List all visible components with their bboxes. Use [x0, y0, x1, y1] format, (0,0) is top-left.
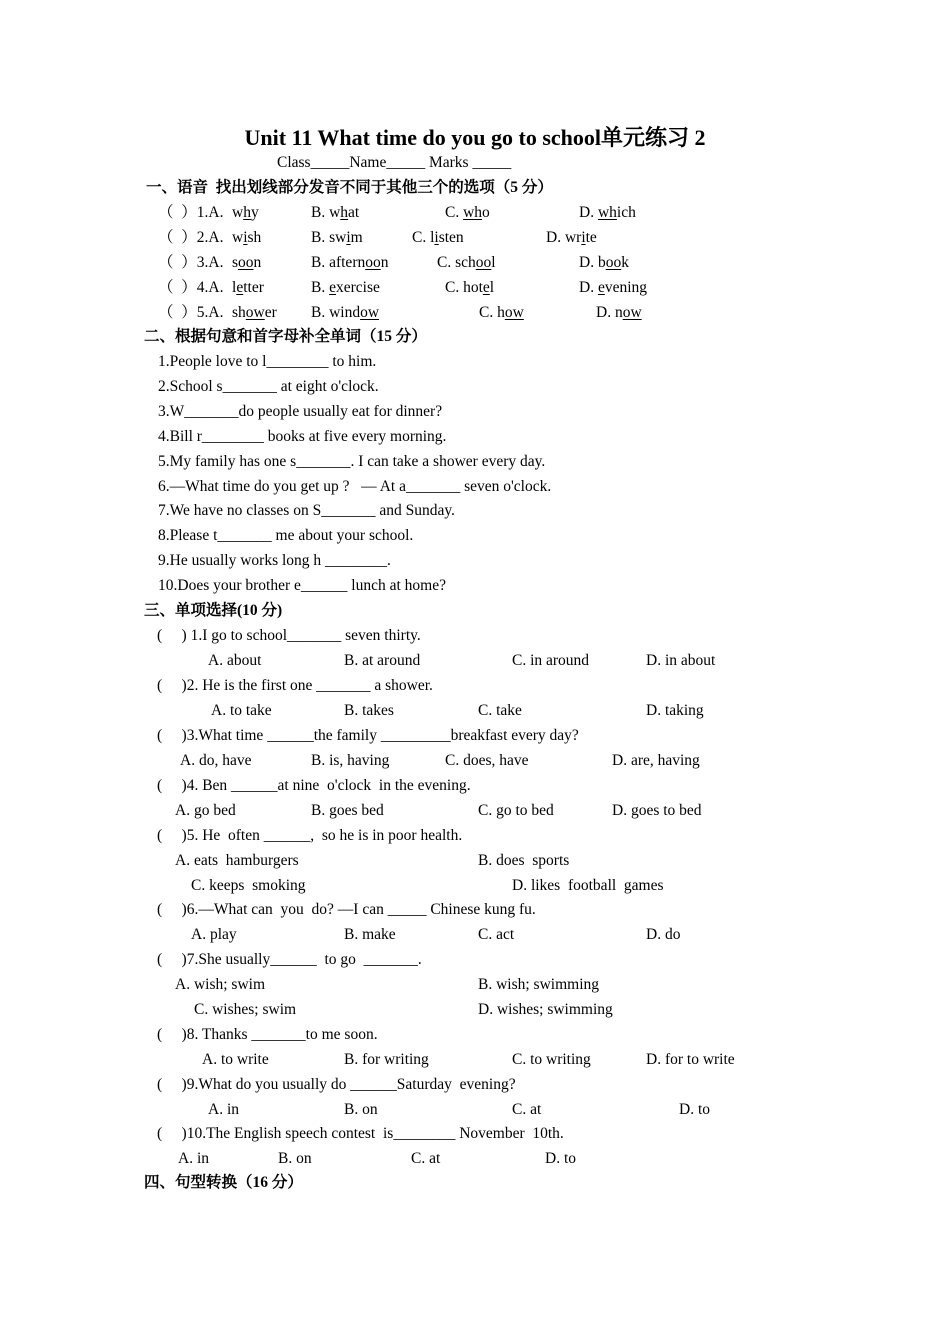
underlined-sound: ow [622, 304, 642, 321]
underlined-sound: e [236, 279, 244, 296]
phonetic-option: shower [232, 304, 277, 321]
fill-in-item: 9.He usually works long h ________. [158, 552, 391, 570]
phonetic-option: C. who [445, 204, 490, 221]
phonetic-option: wish [232, 229, 262, 246]
mc-option: D. goes to bed [612, 802, 702, 819]
mc-question: ( )9.What do you usually do ______Saturday evening? [157, 1076, 516, 1093]
mc-option: C. at [512, 1101, 542, 1118]
mc-option: C. to writing [512, 1051, 591, 1068]
mc-option: A. wish; swim [175, 976, 265, 993]
fill-in-item: 4.Bill r________ books at five every morning. [158, 427, 447, 445]
mc-question: ( ) 1.I go to school_______ seven thirty. [157, 627, 421, 644]
mc-option: B. goes bed [311, 802, 384, 819]
underlined-sound: wh [597, 204, 617, 221]
fill-in-item: 1.People love to l________ to him. [158, 353, 377, 370]
phonetic-option: D. which [579, 204, 636, 221]
mc-option: D. do [646, 926, 681, 943]
mc-option: C. wishes; swim [194, 1001, 297, 1018]
underlined-sound: oo [605, 254, 622, 271]
underlined-sound: e [482, 279, 490, 296]
phonetic-option: B. window [311, 304, 380, 321]
fill-in-item: 7.We have no classes on S_______ and Sunday. [158, 502, 455, 520]
mc-option: C. take [478, 702, 522, 719]
phonetic-option: D. evening [579, 279, 648, 296]
section2-heading: 二、根据句意和首字母补全单词（15 分） [144, 328, 427, 345]
fill-in-item: 3.W_______do people usually eat for dinner? [158, 402, 443, 420]
phonetic-option: B. swim [311, 229, 363, 246]
phonetic-option: C. hotel [445, 279, 495, 296]
underlined-sound: e [597, 279, 605, 296]
mc-option: A. in [178, 1150, 209, 1167]
mc-option: A. do, have [180, 752, 252, 769]
mc-option: D. wishes; swimming [478, 1001, 613, 1018]
mc-option: B. wish; swimming [478, 976, 600, 993]
mc-option: A. to write [202, 1051, 269, 1068]
fill-in-item: 10.Does your brother e______ lunch at home? [158, 577, 446, 595]
mc-question: ( )5. He often ______, so he is in poor health. [157, 827, 463, 844]
section3-heading: 三、单项选择(10 分) [144, 602, 283, 619]
fill-in-item: 5.My family has one s_______. I can take a shower every day. [158, 452, 546, 470]
mc-option: A. to take [211, 702, 272, 719]
mc-option: D. are, having [612, 752, 700, 769]
class-name-marks-line: Class_____Name_____ Marks _____ [277, 154, 512, 171]
mc-option: C. go to bed [478, 802, 554, 819]
phonetic-option: letter [232, 279, 264, 296]
mc-option: B. does sports [478, 852, 570, 869]
mc-option: D. to [679, 1101, 710, 1118]
mc-question: ( )8. Thanks _______to me soon. [157, 1026, 378, 1043]
phonetic-option: D. write [546, 229, 597, 246]
mc-option: B. on [344, 1101, 378, 1118]
phonetic-item-number: （ ）4.A. [158, 279, 228, 296]
phonetic-option: C. listen [412, 229, 464, 246]
mc-question: ( )7.She usually______ to go _______. [157, 951, 422, 968]
mc-option: A. play [191, 926, 237, 943]
fill-in-item: 2.School s_______ at eight o'clock. [158, 377, 379, 395]
phonetic-item-number: （ ）5.A. [158, 304, 228, 321]
phonetic-option: C. how [479, 304, 524, 321]
underlined-sound: oo [365, 254, 381, 271]
underlined-sound: i [243, 229, 248, 246]
section1-heading: 一、语音 找出划线部分发音不同于其他三个的选项（5 分） [146, 179, 553, 196]
mc-option: A. go bed [175, 802, 236, 819]
mc-option: C. keeps smoking [191, 877, 306, 894]
mc-option: A. in [208, 1101, 239, 1118]
mc-option: B. is, having [311, 752, 390, 769]
phonetic-item-number: （ ）3.A. [158, 254, 228, 271]
mc-question: ( )6.—What can you do? —I can _____ Chinese kung fu. [157, 901, 536, 918]
mc-option: B. for writing [344, 1051, 429, 1068]
underlined-sound: ow [360, 304, 380, 321]
mc-option: D. in about [646, 652, 716, 669]
mc-option: B. at around [344, 652, 421, 669]
mc-option: C. act [478, 926, 515, 943]
mc-option: B. on [278, 1150, 312, 1167]
mc-question: ( )2. He is the first one _______ a shower. [157, 677, 433, 694]
underlined-sound: i [581, 229, 586, 246]
mc-question: ( )3.What time ______the family _________breakfast every day? [157, 727, 579, 744]
phonetic-option: soon [232, 254, 262, 271]
mc-option: C. in around [512, 652, 590, 669]
underlined-sound: i [346, 229, 351, 246]
phonetic-option: B. afternoon [311, 254, 389, 271]
underlined-sound: h [340, 204, 349, 221]
phonetic-option: D. now [596, 304, 642, 321]
underlined-sound: h [243, 204, 251, 221]
mc-option: B. takes [344, 702, 394, 719]
mc-option: D. taking [646, 702, 704, 719]
phonetic-item-number: （ ）2.A. [158, 229, 228, 246]
underlined-sound: i [434, 229, 439, 246]
mc-option: D. to [545, 1150, 576, 1167]
mc-option: D. likes football games [512, 877, 664, 894]
mc-option: C. does, have [445, 752, 529, 769]
underlined-sound: ow [504, 304, 524, 321]
mc-question: ( )4. Ben ______at nine o'clock in the evening. [157, 777, 471, 794]
mc-option: B. make [344, 926, 396, 943]
phonetic-option: B. what [311, 204, 360, 221]
page-title: Unit 11 What time do you go to school单元练习 2 [244, 125, 706, 150]
phonetic-option: D. book [579, 254, 629, 271]
underlined-sound: e [329, 279, 336, 296]
section4-heading: 四、句型转换（16 分） [144, 1174, 303, 1191]
mc-option: A. eats hamburgers [175, 852, 299, 869]
mc-option: C. at [411, 1150, 441, 1167]
phonetic-option: B. exercise [311, 279, 380, 296]
underlined-sound: oo [238, 254, 254, 271]
mc-question: ( )10.The English speech contest is________ November 10th. [157, 1125, 564, 1142]
phonetic-item-number: （ ）1.A. [158, 204, 228, 221]
phonetic-option: why [232, 204, 259, 221]
fill-in-item: 8.Please t_______ me about your school. [158, 527, 414, 545]
underlined-sound: wh [463, 204, 483, 221]
underlined-sound: ow [245, 304, 265, 321]
underlined-sound: oo [475, 254, 492, 271]
fill-in-item: 6.—What time do you get up ? — At a_______ seven o'clock. [158, 477, 552, 495]
phonetic-option: C. school [437, 254, 496, 271]
mc-option: D. for to write [646, 1051, 735, 1068]
mc-option: A. about [208, 652, 262, 669]
